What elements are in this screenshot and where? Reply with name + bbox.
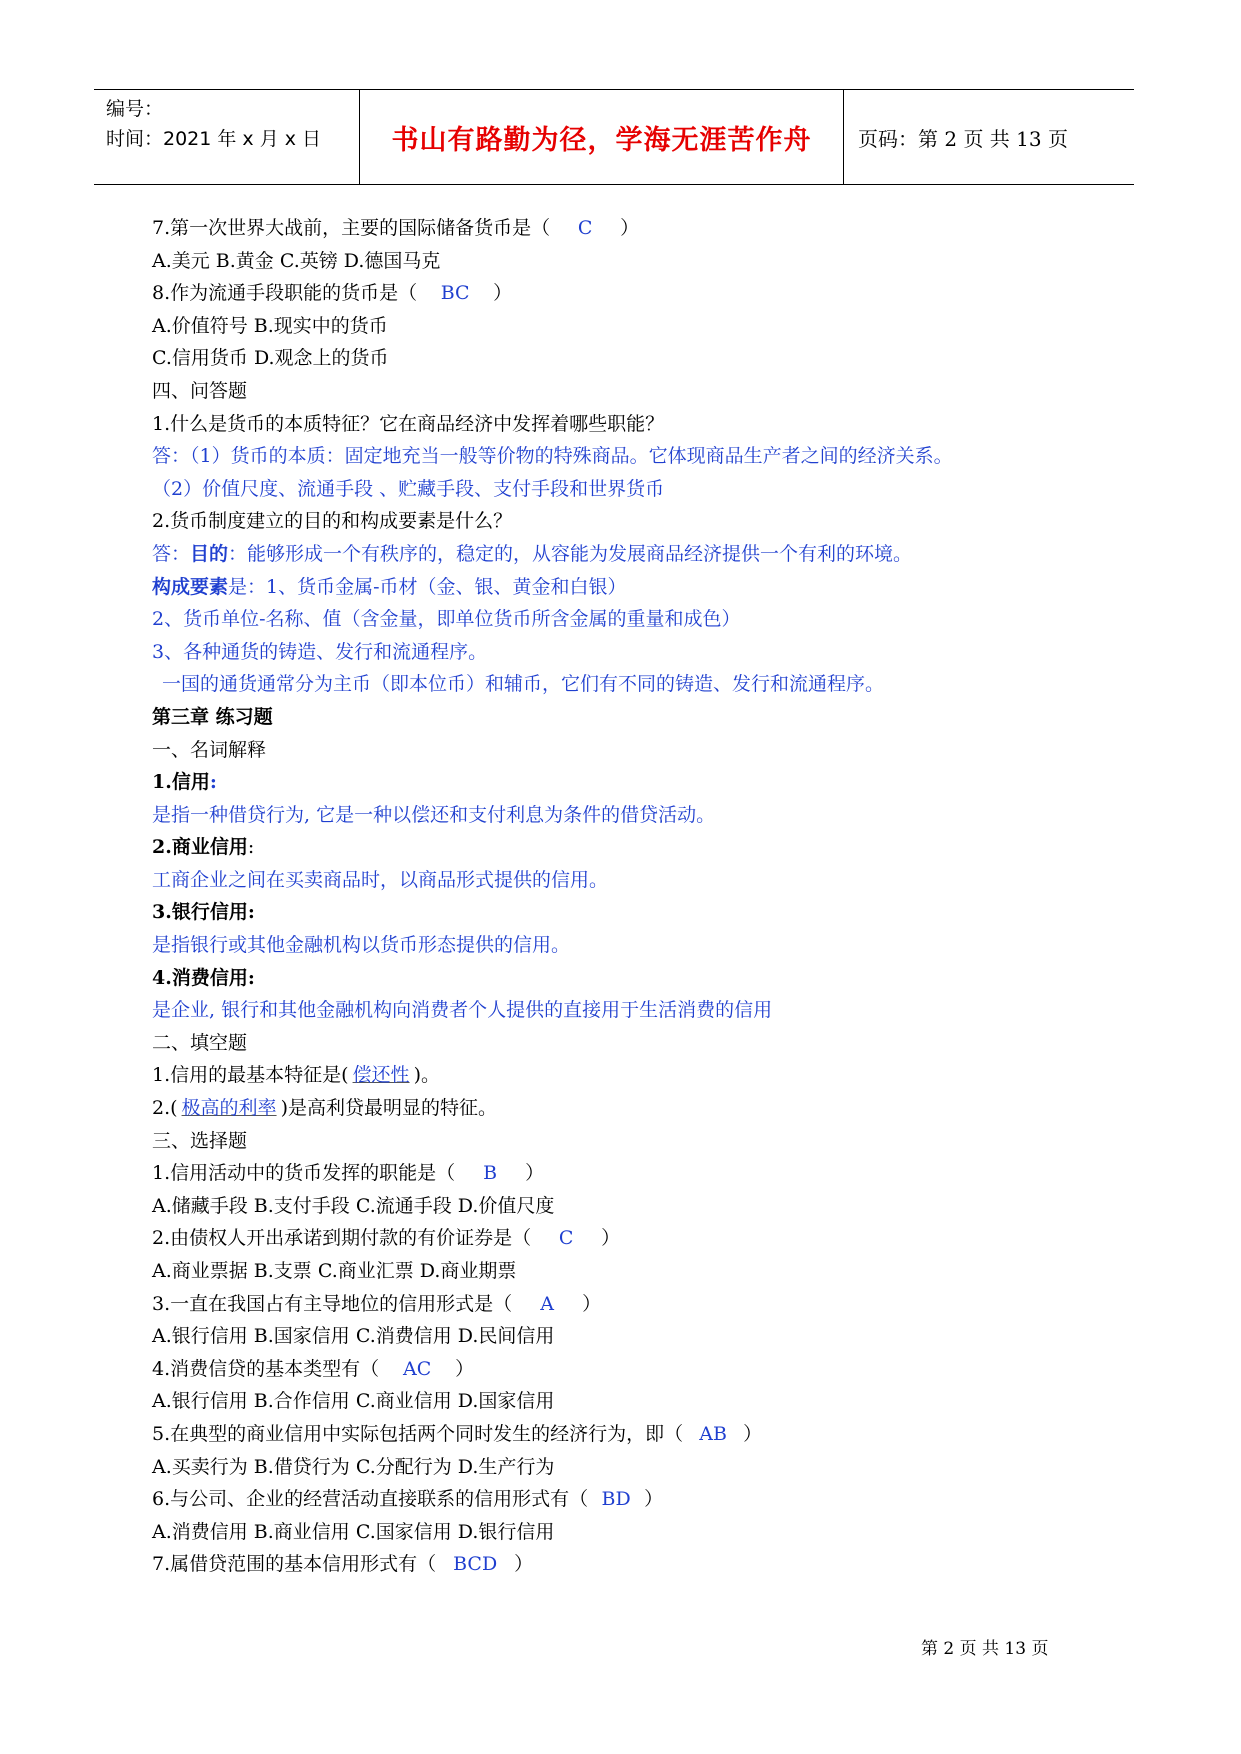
qa-1-answer-2: （2）价值尺度、流通手段 、贮藏手段、支付手段和世界货币 bbox=[152, 477, 665, 500]
mc-2: 2.由债权人开出承诺到期付款的有价证券是（ C ） bbox=[152, 1222, 1092, 1255]
qa-2-question: 2.货币制度建立的目的和构成要素是什么？ bbox=[152, 510, 513, 533]
answer: AB bbox=[699, 1422, 727, 1445]
qa-1-question: 1.什么是货币的本质特征？它在商品经济中发挥着哪些职能？ bbox=[152, 412, 665, 435]
header-meta bbox=[94, 90, 359, 184]
mc-2-options: A.商业票据 B.支票 C.商业汇票 D.商业期票 bbox=[152, 1260, 517, 1282]
section-title: 一、名词解释 bbox=[152, 738, 267, 761]
question-8-options-1: A.价值符号 B.现实中的货币 bbox=[152, 314, 388, 337]
question-7-options: A.美元 B.黄金 C.英镑 D.德国马克 bbox=[152, 249, 441, 272]
answer: A bbox=[540, 1292, 554, 1315]
document-body bbox=[152, 212, 1092, 1581]
qa-2-elements-2: 2、货币单位-名称、值（含金量，即单位货币所含金属的重量和成色） bbox=[152, 608, 741, 631]
answer: 极高的利率 bbox=[181, 1097, 277, 1120]
answer: AC bbox=[403, 1357, 432, 1380]
mc-1: 1.信用活动中的货币发挥的职能是（ B ） bbox=[152, 1157, 1092, 1190]
fill-1: 1.信用的最基本特征是( 偿还性 )。 bbox=[152, 1059, 1092, 1092]
qa-2-answer: 答：目的：能够形成一个有秩序的，稳定的，从容能为发展商品经济提供一个有利的环境。 bbox=[152, 542, 913, 565]
term-4-label: 4.消费信用: bbox=[152, 966, 255, 989]
term-2-definition: 工商企业之间在买卖商品时，以商品形式提供的信用。 bbox=[152, 868, 609, 891]
answer: BCD bbox=[453, 1553, 498, 1576]
page-info: 页码：第 2 页 共 13 页 bbox=[858, 126, 1068, 151]
question-8-options-2: C.信用货币 D.观念上的货币 bbox=[152, 347, 389, 370]
qa-2-elements-3: 3、各种通货的铸造、发行和流通程序。 bbox=[152, 640, 488, 663]
chapter-title: 第三章 练习题 bbox=[152, 705, 273, 728]
mc-7: 7.属借贷范围的基本信用形式有（ BCD ） bbox=[152, 1548, 1092, 1581]
page-header bbox=[94, 89, 1134, 185]
term-4-definition: 是企业, 银行和其他金融机构向消费者个人提供的直接用于生活消费的信用 bbox=[152, 999, 773, 1022]
mc-5-options: A.买卖行为 B.借贷行为 C.分配行为 D.生产行为 bbox=[152, 1455, 555, 1478]
mc-6: 6.与公司、企业的经营活动直接联系的信用形式有（ BD ） bbox=[152, 1483, 1092, 1516]
section-title: 四、问答题 bbox=[152, 379, 248, 402]
mc-1-options: A.储藏手段 B.支付手段 C.流通手段 D.价值尺度 bbox=[152, 1194, 555, 1217]
mc-3: 3.一直在我国占有主导地位的信用形式是（ A ） bbox=[152, 1288, 1092, 1321]
question-8: 8.作为流通手段职能的货币是（ BC ） bbox=[152, 277, 1092, 310]
answer: BD bbox=[601, 1488, 631, 1511]
answer: C bbox=[558, 1227, 574, 1250]
fill-2: 2.( 极高的利率 )是高利贷最明显的特征。 bbox=[152, 1092, 1092, 1125]
term-3-definition: 是指银行或其他金融机构以货币形态提供的信用。 bbox=[152, 934, 571, 957]
question-7: 7.第一次世界大战前，主要的国际储备货币是（ C ） bbox=[152, 212, 1092, 245]
answer: C bbox=[577, 217, 593, 239]
term-1-definition: 是指一种借贷行为, 它是一种以偿还和支付利息为条件的借贷活动。 bbox=[152, 803, 716, 826]
mc-5: 5.在典型的商业信用中实际包括两个同时发生的经济行为，即（ AB ） bbox=[152, 1418, 1092, 1451]
mc-4: 4.消费信贷的基本类型有（ AC ） bbox=[152, 1353, 1092, 1386]
answer: B bbox=[483, 1162, 498, 1185]
answer: 偿还性 bbox=[352, 1064, 410, 1087]
term-2-label: 2.商业信用: bbox=[152, 836, 255, 859]
motto: 书山有路勤为径，学海无涯苦作舟 bbox=[359, 90, 844, 184]
number-label: 编号： bbox=[106, 98, 164, 120]
term-1-label: 1.信用: bbox=[152, 771, 217, 794]
answer: BC bbox=[440, 282, 470, 305]
section-title: 二、填空题 bbox=[152, 1031, 248, 1054]
qa-1-answer-1: 答：（1）货币的本质：固定地充当一般等价物的特殊商品。它体现商品生产者之间的经济关系。 bbox=[152, 445, 953, 468]
time-label: 时间：2021 年 x 月 x 日 bbox=[106, 128, 322, 150]
term-3-label: 3.银行信用: bbox=[152, 901, 255, 924]
mc-3-options: A.银行信用 B.国家信用 C.消费信用 D.民间信用 bbox=[152, 1325, 555, 1348]
mc-4-options: A.银行信用 B.合作信用 C.商业信用 D.国家信用 bbox=[152, 1390, 555, 1413]
qa-2-elements: 构成要素是：1、货币金属-币材（金、银、黄金和白银） bbox=[152, 575, 627, 598]
page-footer: 第 2 页 共 13 页 bbox=[921, 1639, 1049, 1659]
mc-6-options: A.消费信用 B.商业信用 C.国家信用 D.银行信用 bbox=[152, 1520, 555, 1543]
qa-2-elements-4: 一国的通货通常分为主币（即本位币）和辅币，它们有不同的铸造、发行和流通程序。 bbox=[162, 673, 885, 696]
section-title: 三、选择题 bbox=[152, 1129, 248, 1152]
